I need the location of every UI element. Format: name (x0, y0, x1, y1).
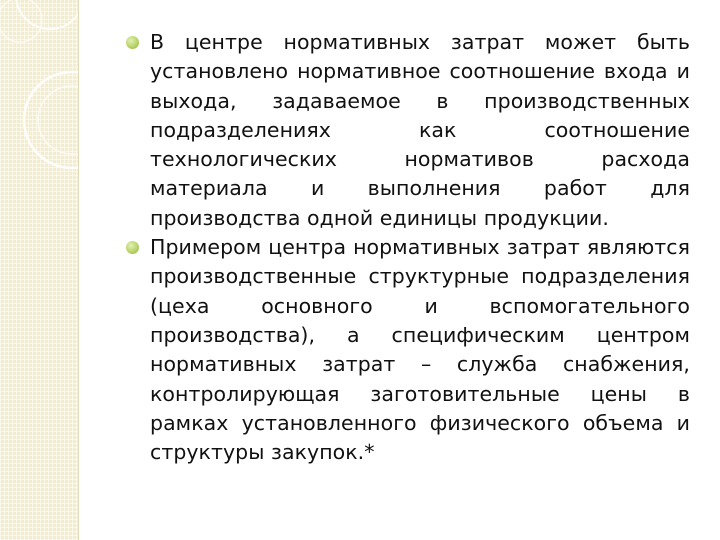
band-edge-divider (78, 0, 79, 540)
bullet-text-2: Примером центра нормативных затрат являются производственные структурные подразделения (цеха основного и вспомогательного производства), а специфическим центром нормативных затрат – служба снабжения, контролирующая заготовительные цены в рамках установленного физического объема и структуры закупок.* (150, 235, 690, 465)
bullet-item-2 (127, 233, 690, 467)
decorative-rings-graphic (0, 0, 78, 540)
decorative-side-band (0, 0, 78, 540)
green-bullet-dot-icon (126, 36, 139, 49)
green-bullet-dot-icon (126, 241, 139, 254)
bullet-text-1: В центре нормативных затрат может быть установлено нормативное соотношение входа и выхода, задаваемое в производственных подразделениях как соотношение технологических нормативов расхода материала и выполнения работ для производства одной единицы продукции. (150, 30, 690, 230)
bullet-item-1 (127, 28, 690, 233)
slide-body (127, 28, 690, 467)
